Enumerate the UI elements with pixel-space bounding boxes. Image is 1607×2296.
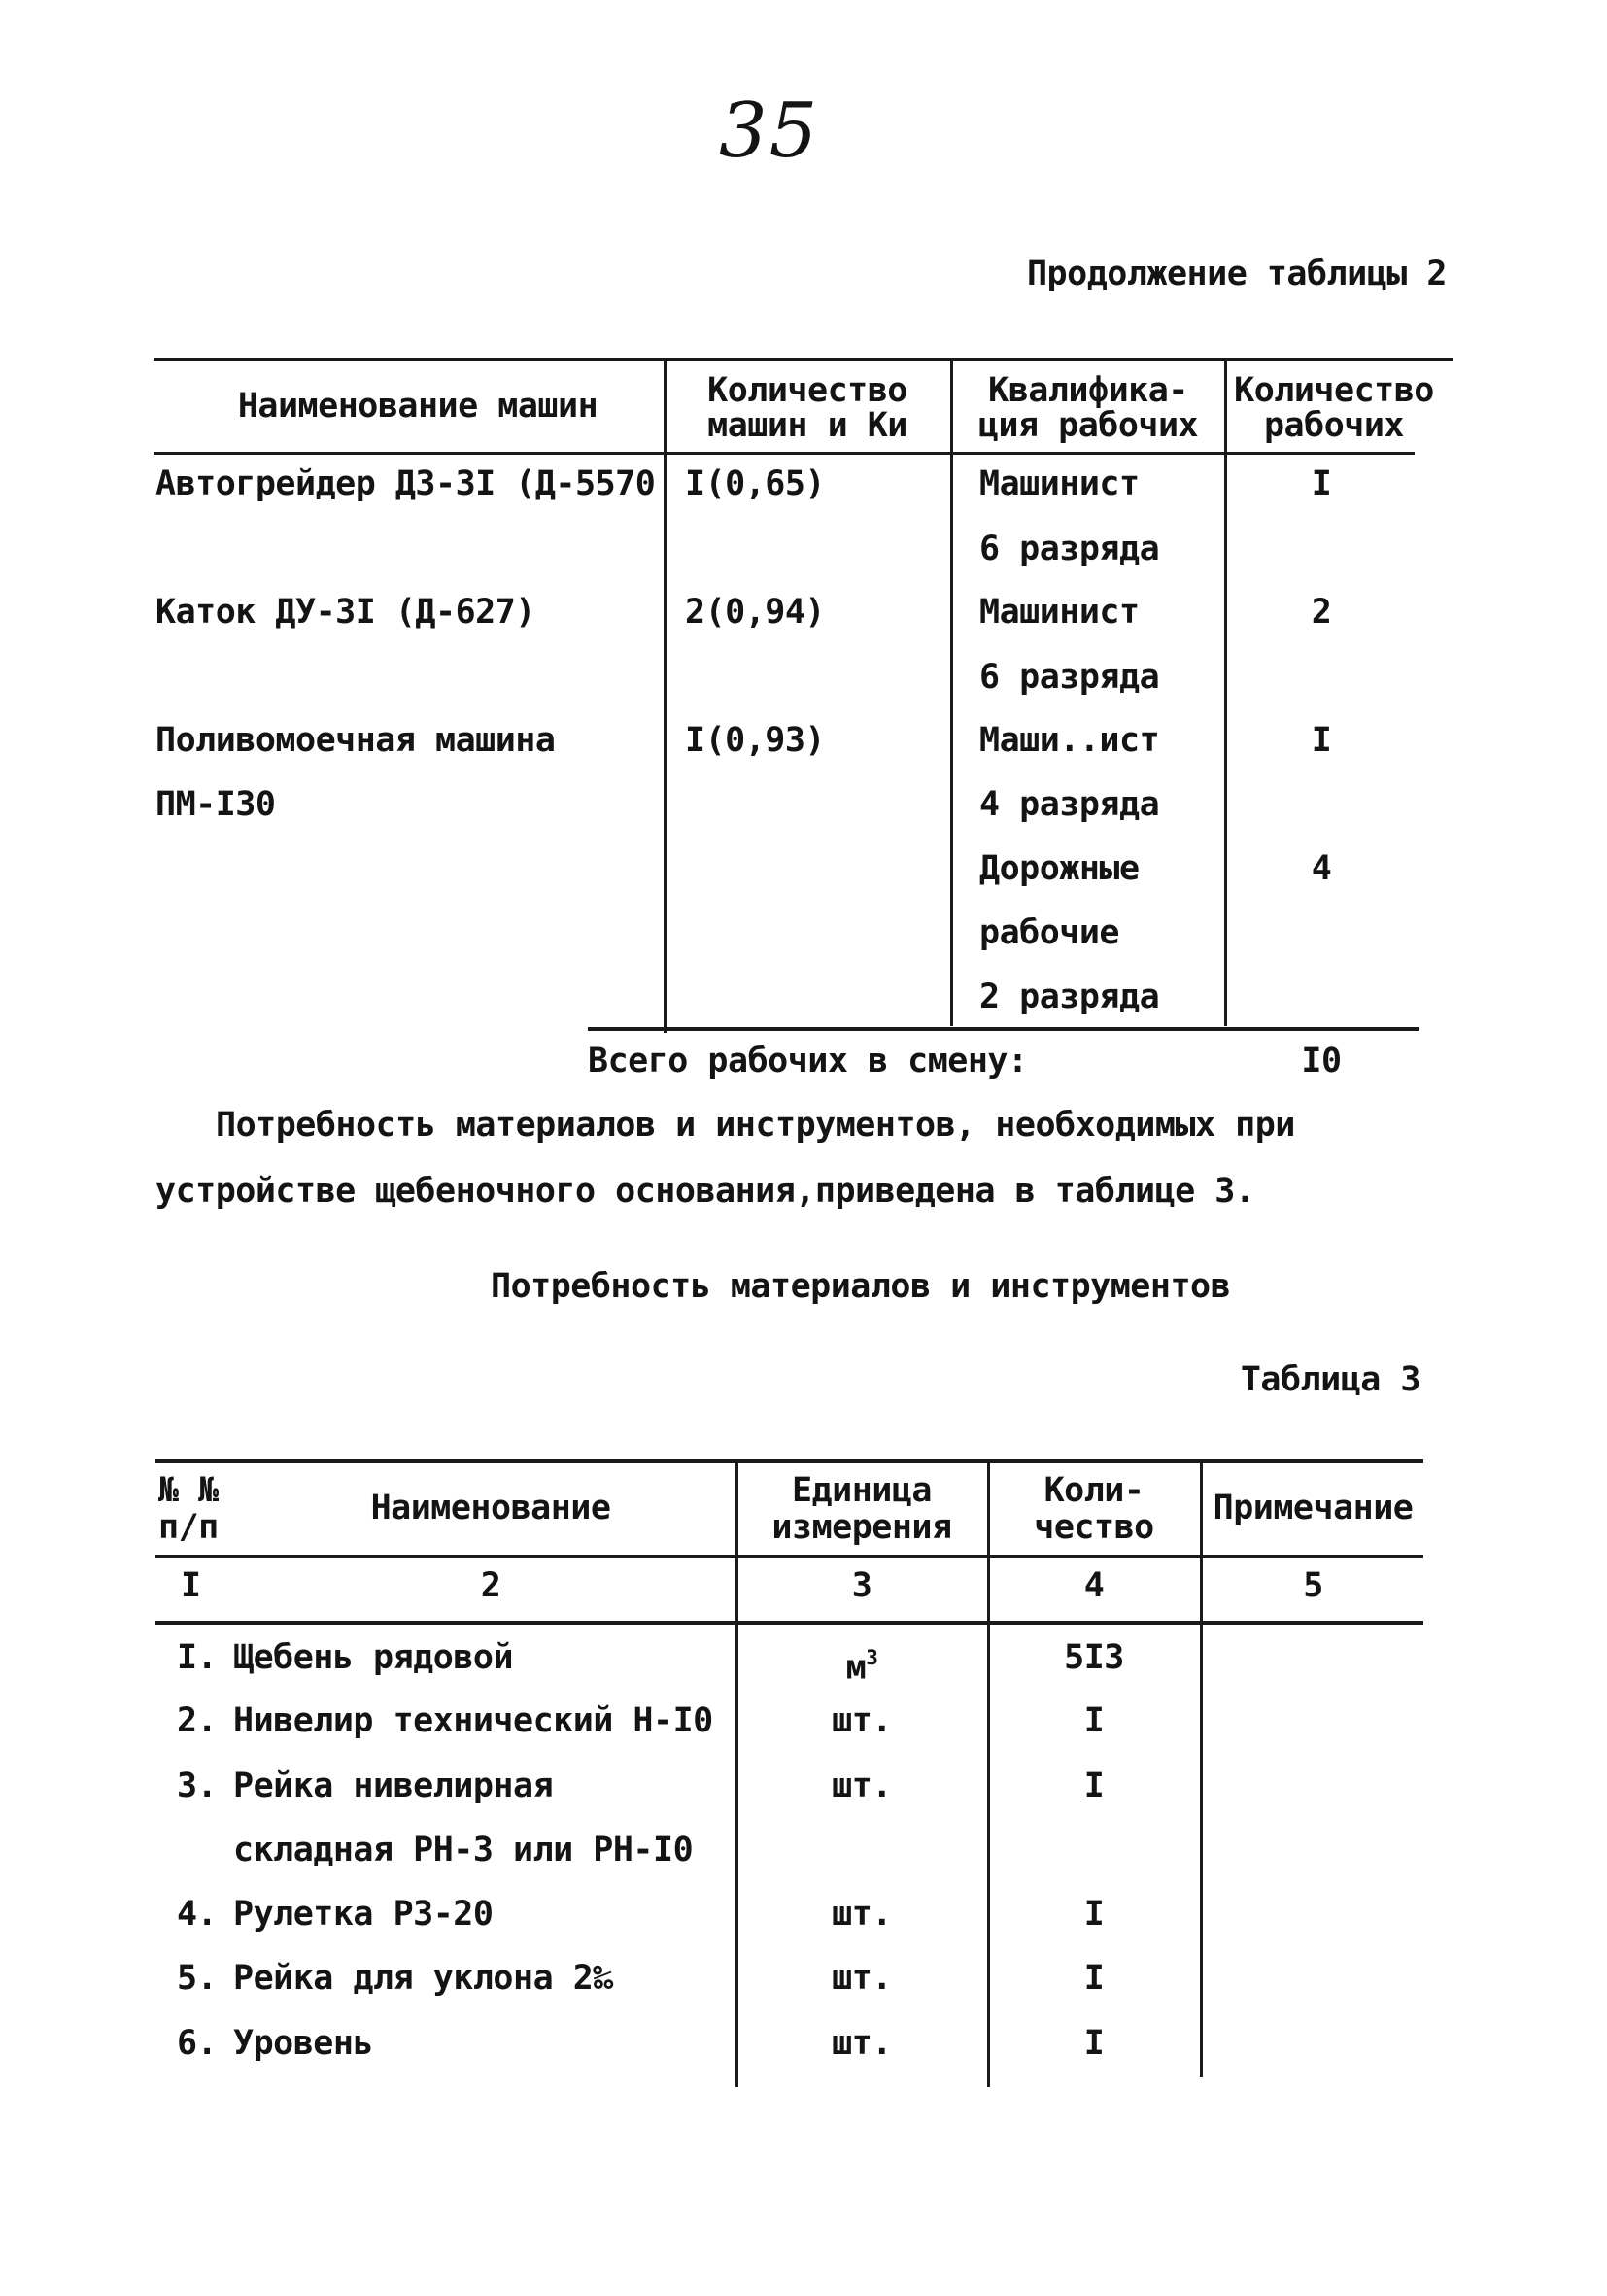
table-3-row-quantity: 5I3 (1064, 1638, 1124, 1677)
table-3-column-number: 3 (851, 1566, 872, 1605)
table-2-row-workers: 4 (1311, 849, 1332, 888)
table-2-row-qualification: Маши..ист (979, 721, 1160, 760)
table-2-row-qualification: Машинист (979, 464, 1140, 503)
table-3-header-unit: измерения (771, 1508, 952, 1547)
table-3-header-rule (155, 1555, 1423, 1558)
table-3-row-unit: $м^3$ (845, 1646, 878, 1688)
table-2-row-workers: I (1311, 464, 1332, 503)
table-3-column-number: 5 (1303, 1566, 1323, 1605)
table-2-header-name: Наименование машин (237, 387, 598, 426)
table-3-row-name: Рейка для уклона 2‰ (233, 1959, 613, 1998)
table-2-column-divider (664, 358, 667, 1033)
table-3-row-number: I. (177, 1638, 218, 1677)
table-2-header-workers: Количество (1234, 371, 1434, 410)
table-3-row-quantity: I (1083, 2024, 1105, 2063)
page-number: 35 (719, 87, 820, 175)
table-3-row-quantity: I (1083, 1701, 1105, 1740)
table-3-row-quantity: I (1083, 1895, 1105, 1934)
table-3-row-name: складная РН-3 или РН-I0 (233, 1831, 694, 1869)
table-3-row-number: 2. (177, 1701, 218, 1740)
table-3-row-quantity: I (1083, 1959, 1105, 1998)
table-2-row-qualification: Машинист (979, 593, 1140, 632)
table-2-bottom-rule (588, 1027, 1419, 1031)
table-3-label: Таблица 3 (1240, 1360, 1420, 1399)
table-2-row-count: I(0,93) (685, 721, 826, 760)
table-2-row-workers: I (1311, 721, 1332, 760)
table-3-row-number: 3. (177, 1766, 218, 1805)
table-2-column-divider (950, 358, 953, 1026)
table-2-row-workers: 2 (1311, 593, 1332, 632)
paragraph-line: Потребность материалов и инструментов, необходимых при (216, 1106, 1295, 1145)
table-3-header-quantity: Коли- (1043, 1471, 1145, 1510)
table-3-row-number: 6. (177, 2024, 218, 2063)
table-3-row-number: 4. (177, 1895, 218, 1934)
table-3-column-number: I (181, 1566, 201, 1605)
table-2-row-qualification: 6 разряда (979, 530, 1160, 568)
table-3-header-quantity: чество (1034, 1508, 1154, 1547)
table-2-row-qualification: Дорожные (979, 849, 1140, 888)
table-3-header-unit: Единица (791, 1471, 932, 1510)
table-3-header-note: Примечание (1213, 1489, 1414, 1527)
table-2-top-rule (154, 358, 1453, 361)
table-2-caption: Продолжение таблицы 2 (1026, 255, 1447, 293)
table-3-row-unit: шт. (832, 2024, 892, 2063)
table-3-column-number: 4 (1083, 1566, 1105, 1605)
table-2-row-qualification: 2 разряда (979, 977, 1160, 1016)
table-3-row-unit: шт. (832, 1766, 892, 1805)
table-2-total-label: Всего рабочих в смену: (588, 1042, 1028, 1080)
table-2-row-qualification: 6 разряда (979, 658, 1160, 697)
table-3-row-name: Рулетка РЗ-20 (233, 1895, 494, 1934)
table-2-total-value: I0 (1301, 1042, 1342, 1080)
table-2-row-name: Поливомоечная машина (155, 721, 556, 760)
table-3-row-name: Уровень (233, 2024, 374, 2063)
table-3-row-number: 5. (177, 1959, 218, 1998)
table-3-row-name: Нивелир технический Н-I0 (233, 1701, 713, 1740)
table-3-row-name: Щебень рядовой (233, 1638, 514, 1677)
table-2-row-qualification: 4 разряда (979, 785, 1160, 824)
table-2-row-count: I(0,65) (685, 464, 826, 503)
table-2-header-qualification: Квалифика- (988, 371, 1188, 410)
table-3-row-unit: шт. (832, 1959, 892, 1998)
table-3-header-name: Наименование (370, 1489, 611, 1527)
table-2-row-qualification: рабочие (979, 913, 1120, 952)
table-2-column-divider (1224, 358, 1227, 1026)
table-3-top-rule (155, 1459, 1423, 1463)
table-3-row-unit: шт. (832, 1701, 892, 1740)
table-2-row-name: ПМ-I30 (155, 785, 276, 824)
table-3-numbers-rule (155, 1621, 1423, 1625)
table-3-column-divider (1200, 1459, 1203, 2077)
table-3-column-number: 2 (480, 1566, 501, 1605)
table-2-header-machines: Количество (707, 371, 907, 410)
table-2-row-name: Каток ДУ-3I (Д-627) (155, 593, 535, 632)
table-2-header-qualification: ция рабочих (977, 406, 1199, 445)
table-2-header-machines: машин и Ки (707, 406, 907, 445)
table-2-row-count: 2(0,94) (685, 593, 826, 632)
table-3-title: Потребность материалов и инструментов (491, 1267, 1231, 1306)
table-2-row-name: Автогрейдер ДЗ-3I (Д-5570 (155, 464, 656, 503)
table-3-header-number: п/п (158, 1508, 219, 1547)
table-2-header-workers: рабочих (1263, 406, 1404, 445)
paragraph-line: устройстве щебеночного основания,приведена в таблице 3. (155, 1172, 1255, 1211)
table-3-row-quantity: I (1083, 1766, 1105, 1805)
table-3-row-unit: шт. (832, 1895, 892, 1934)
table-3-header-number: № № (158, 1471, 219, 1510)
table-3-row-unit-superscript: 3 (866, 1646, 878, 1669)
table-3-row-name: Рейка нивелирная (233, 1766, 554, 1805)
